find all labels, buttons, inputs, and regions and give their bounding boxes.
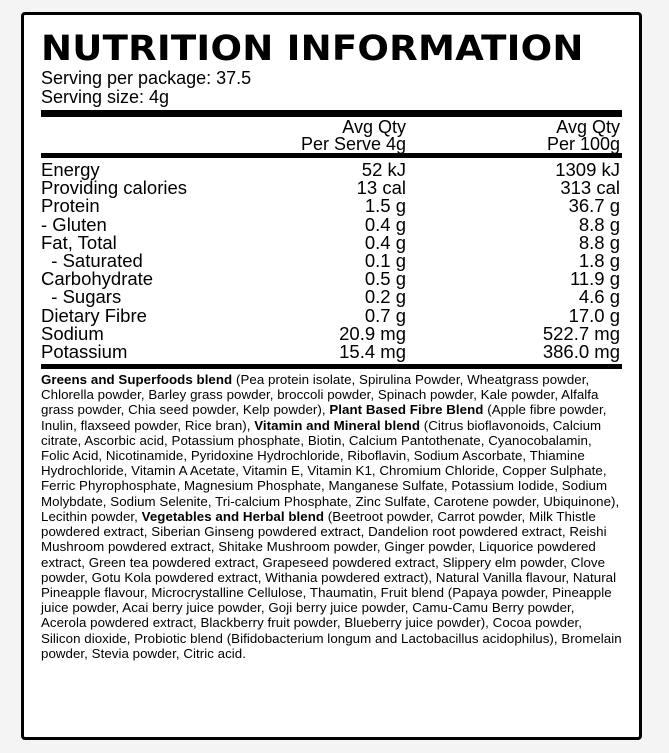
blend-name: Vitamin and Mineral blend (254, 417, 421, 433)
per-100g-value: 522.7 mg (542, 322, 620, 344)
per-serve-value: 0.5 g (364, 268, 406, 290)
blend-name: Plant Based Fibre Blend (329, 402, 484, 418)
per-serve-value: 0.4 g (364, 231, 406, 253)
blend-contents: (Beetroot powder, Carrot powder, Milk Thistle powdered extract, Siberian Ginseng powdered extract, Dandelion root powdered extract, Reishi Mushroom powdered extract, Shitake Mushroom powder, Ginger powder, Liquorice powdered extract, Green tea powdered extract, Grapeseed powdered extract, Slippery elm powder, Clove powder, Gotu Kola powdered extract, Withania powdered extract), Natural Vanilla flavour, Natural Pineapple flavour, Microcrystalline Cellulose, Thaumatin, Fruit blend (Papaya powder, Pineapple juice powder, Acai berry juice powder, Goji berry juice powder, Camu-Camu Berry powder, Acerola powdered extract, Blackberry fruit powder, Blueberry juice powder), Cocoa powder, Silicon dioxide, Probiotic blend (Bifidobacterium longum and Lactobacillus acidophilus), Bromelain powder, Stevia powder, Citric acid. (41, 508, 622, 661)
panel-title: NUTRITION INFORMATION (41, 29, 584, 69)
nutrient-row (41, 340, 622, 362)
nutrient-name: - Saturated (41, 249, 143, 271)
nutrient-row (41, 288, 622, 306)
per-serve-value: 0.2 g (364, 286, 406, 308)
nutrient-name: Carbohydrate (41, 268, 154, 290)
per-100g-value: 8.8 g (578, 213, 620, 235)
nutrient-table (41, 158, 622, 361)
per-100g-value: 4.6 g (578, 286, 620, 308)
per-100g-value: 17.0 g (568, 304, 620, 326)
per-100g-value: 11.9 g (569, 268, 620, 290)
nutrient-name: Dietary Fibre (41, 304, 147, 326)
serving-size: Serving size: 4g (41, 87, 170, 107)
per-serve-value: 0.1 g (364, 249, 406, 271)
serve-header-line1: Avg Qty (342, 117, 406, 137)
blend-contents: (Apple fibre powder, Inulin, flaxseed powder, Rice bran), (41, 402, 607, 433)
nutrition-panel (21, 12, 642, 740)
per-100g-value: 313 cal (560, 177, 620, 199)
nutrient-row (41, 270, 622, 288)
column-header (41, 117, 622, 153)
nutrient-name: Providing calories (41, 177, 188, 199)
nutrient-name: - Gluten (41, 213, 107, 235)
per100-header-line2: Per 100g (546, 134, 620, 154)
per-100g-value: 386.0 mg (542, 340, 620, 362)
nutrient-name: Protein (41, 195, 100, 217)
per-serve-value: 15.4 mg (339, 340, 406, 362)
per-serve-value: 13 cal (356, 177, 406, 199)
nutrient-row (41, 213, 622, 235)
nutrient-row (41, 179, 622, 197)
nutrient-row (41, 322, 622, 344)
per100-header-line1: Avg Qty (556, 117, 620, 137)
ingredients-list (41, 369, 622, 661)
blend-contents: (Citrus bioflavonoids, Calcium citrate, Ascorbic acid, Potassium phosphate, Biotin, Calcium Pantothenate, Cyanocobalamin, Folic Acid, Nicotinamide, Pyridoxine Hydrochloride, Riboflavin, Sodium Ascorbate, Thiamine Hydrochloride, Vitamin A Acetate, Vitamin E, Vitamin K1, Chromium Chloride, Copper Sulphate, Ferric Phyrophosphate, Magnesium Phosphate, Manganese Sulfate, Potassium Iodide, Sodium Molybdate, Sodium Selenite, Tri-calcium Phosphate, Zinc Sulfate, Carotene powder, Ubiquinone), Lecithin powder, (41, 417, 620, 524)
per-serve-value: 52 kJ (361, 159, 406, 180)
per-serve-value: 1.5 g (364, 195, 406, 217)
servings-per-package: Serving per package: 37.5 (41, 68, 252, 88)
per-100g-value: 36.7 g (568, 195, 620, 217)
serve-header-line2: Per Serve 4g (300, 134, 406, 154)
blend-contents: (Pea protein isolate, Spirulina Powder, Wheatgrass powder, Chlorella powder, Barley grass powder, broccoli powder, Spinach powder, Kale powder, Alfalfa grass powder, Chia seed powder, Kelp powder), (41, 372, 599, 418)
nutrient-row (41, 197, 622, 215)
per-100g-value: 8.8 g (578, 231, 620, 253)
per-100g-value: 1309 kJ (555, 159, 620, 180)
nutrient-row (41, 304, 622, 326)
per-100g-value: 1.8 g (578, 249, 620, 271)
nutrient-name: Energy (41, 159, 100, 180)
blend-name: Vegetables and Herbal blend (141, 508, 325, 524)
nutrient-name: Sodium (41, 322, 104, 344)
blend-name: Greens and Superfoods blend (41, 372, 233, 388)
nutrient-name: Fat, Total (41, 231, 117, 253)
per-serve-value: 0.4 g (364, 213, 406, 235)
nutrient-name: Potassium (41, 340, 128, 362)
nutrient-name: - Sugars (41, 286, 122, 308)
top-divider (41, 110, 622, 117)
per-serve-value: 0.7 g (364, 304, 406, 326)
per-serve-value: 20.9 mg (339, 322, 406, 344)
